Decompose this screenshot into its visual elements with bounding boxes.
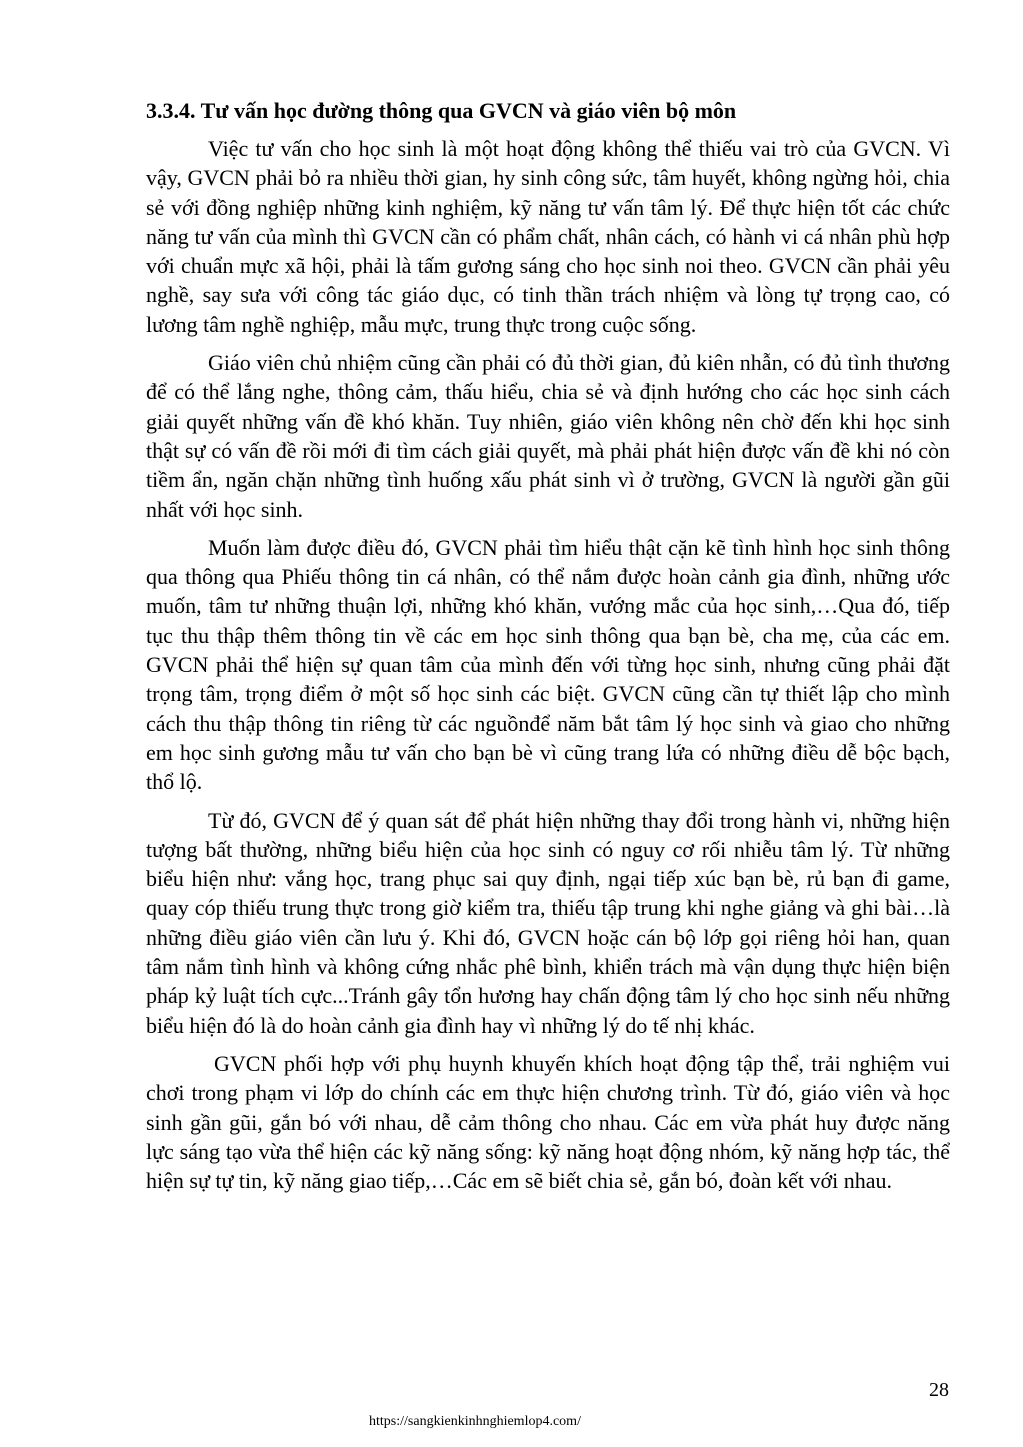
- paragraph-1: Việc tư vấn cho học sinh là một hoạt động không thể thiếu vai trò của GVCN. Vì vậy, GVCN phải bỏ ra nhiều thời gian, hy sinh công sức, tâm huyết, không ngừng hỏi, chia sẻ với đồng nghiệp những kinh nghiệm, kỹ năng tư vấn tâm lý. Để thực hiện tốt các chức năng tư vấn của mình thì GVCN cần có phẩm chất, nhân cách, có hành vi cá nhân phù hợp với chuẩn mực xã hội, phải là tấm gương sáng cho học sinh noi theo. GVCN cần phải yêu nghề, say sưa với công tác giáo dục, có tinh thần trách nhiệm và lòng tự trọng cao, có lương tâm nghề nghiệp, mẫu mực, trung thực trong cuộc sống.: [146, 136, 950, 337]
- paragraph-2: Giáo viên chủ nhiệm cũng cần phải có đủ thời gian, đủ kiên nhẫn, có đủ tình thương để có thể lắng nghe, thông cảm, thấu hiểu, chia sẻ và định hướng cho các học sinh cách giải quyết những vấn đề khó khăn. Tuy nhiên, giáo viên không nên chờ đến khi học sinh thật sự có vấn đề rồi mới đi tìm cách giải quyết, mà phải phát hiện được vấn đề khi nó còn tiềm ẩn, ngăn chặn những tình huống xấu phát sinh vì ở trường, GVCN là người gần gũi nhất với học sinh.: [146, 350, 950, 522]
- paragraph-4: Từ đó, GVCN để ý quan sát để phát hiện những thay đổi trong hành vi, những hiện tượng bất thường, những biểu hiện của học sinh có nguy cơ rối nhiễu tâm lý. Từ những biểu hiện như: vắng học, trang phục sai quy định, ngại tiếp xúc bạn bè, rủ bạn đi game, quay cóp thiếu trung thực trong giờ kiểm tra, thiếu tập trung khi nghe giảng và ghi bài…là những điều giáo viên cần lưu ý. Khi đó, GVCN hoặc cán bộ lớp gọi riêng hỏi han, quan tâm nắm tình hình và không cứng nhắc phê bình, khiển trách mà vận dụng thực hiện biện pháp kỷ luật tích cực...Tránh gây tổn hương hay chấn động tâm lý cho học sinh nếu những biểu hiện đó là do hoàn cảnh gia đình hay vì những lý do tế nhị khác.: [146, 807, 950, 1038]
- page-number: 28: [929, 1379, 949, 1401]
- document-body: [146, 96, 950, 1204]
- paragraph-5: GVCN phối hợp với phụ huynh khuyến khích hoạt động tập thể, trải nghiệm vui chơi trong phạm vi lớp do chính các em thực hiện chương trình. Từ đó, giáo viên và học sinh gần gũi, gắn bó với nhau, dễ cảm thông cho nhau. Các em vừa phát huy được năng lực sáng tạo vừa thể hiện các kỹ năng sống: kỹ năng hoạt động nhóm, kỹ năng hợp tác, thể hiện sự tự tin, kỹ năng giao tiếp,…Các em sẽ biết chia sẻ, gắn bó, đoàn kết với nhau.: [146, 1050, 950, 1194]
- section-heading: 3.3.4. Tư vấn học đường thông qua GVCN và giáo viên bộ môn: [146, 98, 737, 123]
- footer-url[interactable]: https://sangkienkinhnghiemlop4.com/: [369, 1414, 581, 1429]
- paragraph-3: Muốn làm được điều đó, GVCN phải tìm hiểu thật cặn kẽ tình hình học sinh thông qua thông qua Phiếu thông tin cá nhân, có thể nắm được hoàn cảnh gia đình, những ước muốn, tâm tư những thuận lợi, những khó khăn, vướng mắc của học sinh,…Qua đó, tiếp tục thu thập thêm thông tin về các em học sinh thông qua bạn bè, cha mẹ, của các em. GVCN phải thể hiện sự quan tâm của mình đến với từng học sinh, nhưng cũng phải đặt trọng tâm, trọng điểm ở một số học sinh các biệt. GVCN cũng cần tự thiết lập cho mình cách thu thập thông tin riêng từ các nguồnđể năm bắt tâm lý học sinh và giao cho những em học sinh gương mẫu tư vấn cho bạn bè vì cũng trang lứa có những điều dễ bộc bạch, thổ lộ.: [146, 534, 950, 795]
